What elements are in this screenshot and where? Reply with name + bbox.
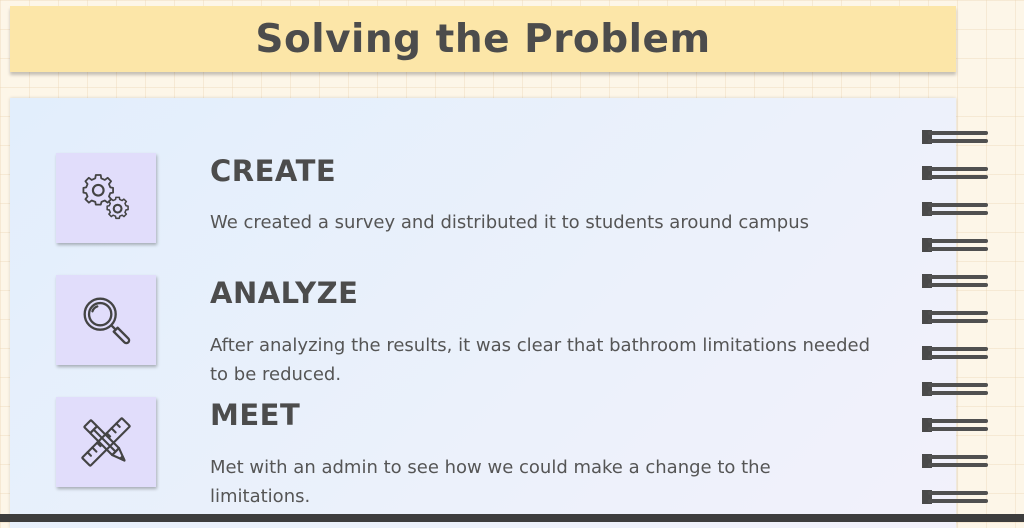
pencil-ruler-icon	[75, 411, 137, 473]
step-description: We created a survey and distributed it to students around campus	[210, 212, 809, 233]
step-description: After analyzing the results, it was clear that bathroom limitations needed to be reduced.	[210, 335, 871, 385]
title-bar	[10, 6, 956, 72]
spiral-ring	[922, 129, 988, 145]
spiral-ring	[922, 309, 988, 325]
spiral-ring	[922, 453, 988, 469]
notebook-card	[10, 98, 956, 528]
step-title: MEET	[210, 398, 301, 432]
spiral-ring	[922, 237, 988, 253]
step-icon-box	[56, 153, 156, 243]
step-icon-box	[56, 397, 156, 487]
slide-title: Solving the Problem	[255, 16, 711, 62]
step-description: Met with an admin to see how we could make a change to the limitations.	[210, 457, 771, 507]
spiral-ring	[922, 381, 988, 397]
spiral-ring	[922, 489, 988, 505]
bottom-bar	[0, 514, 1024, 522]
magnifying-glass-icon	[75, 289, 137, 351]
gears-icon	[75, 167, 137, 229]
spiral-ring	[922, 417, 988, 433]
spiral-ring	[922, 273, 988, 289]
spiral-ring	[922, 201, 988, 217]
spiral-ring	[922, 165, 988, 181]
step-title: CREATE	[210, 154, 337, 188]
step-icon-box	[56, 275, 156, 365]
step-title: ANALYZE	[210, 276, 359, 310]
spiral-ring	[922, 345, 988, 361]
